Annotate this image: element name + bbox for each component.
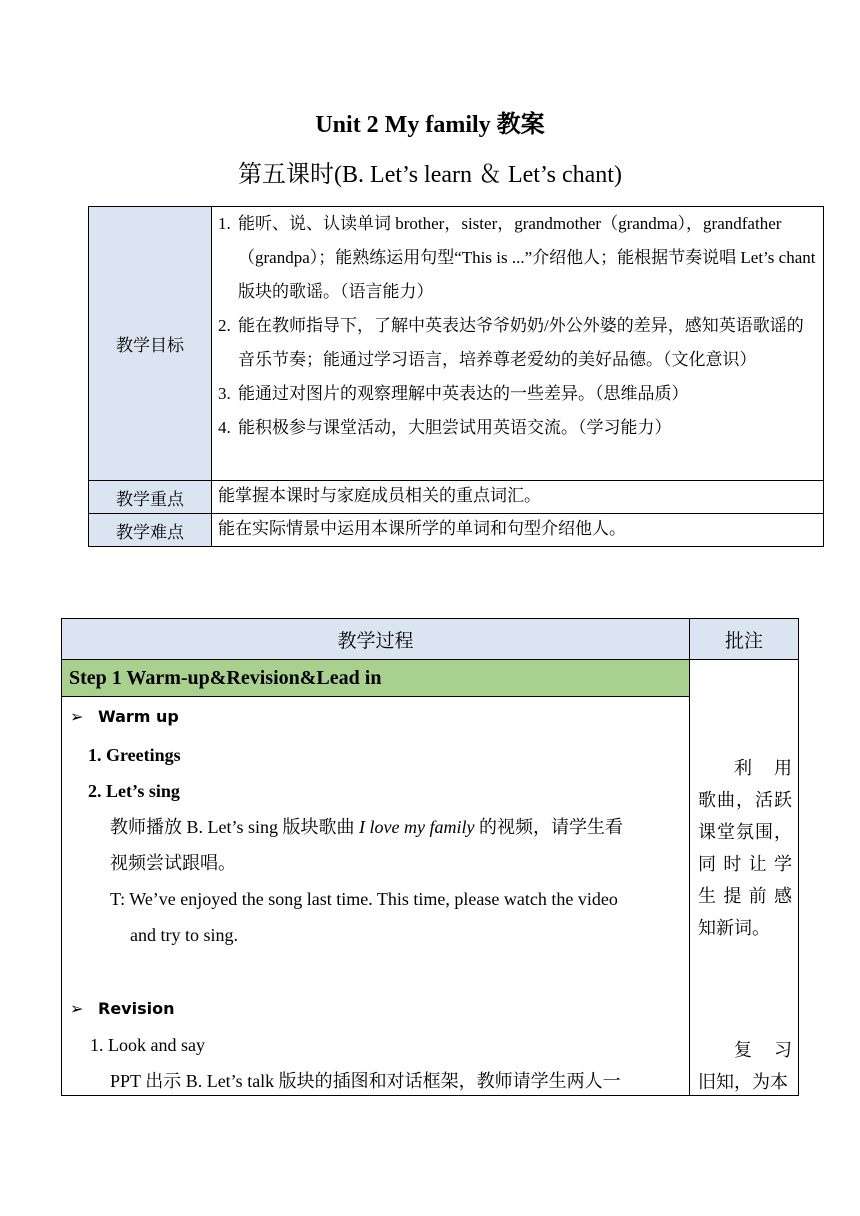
step1-body [62, 697, 690, 1096]
paragraph-line: 视频尝试跟唱。 [110, 853, 236, 873]
goals-table [88, 206, 824, 547]
note-text: 复 习 旧知，为本 [698, 1040, 792, 1092]
objective-item: 2. 能在教师指导下，了解中英表达爷爷奶奶/外公外婆的差异，感知英语歌谣的音乐节奏；能通过学习语言，培养尊老爱幼的美好品德。（文化意识） [218, 316, 804, 369]
objectives-label: 教学目标 [89, 207, 212, 481]
revision-heading: ➢ Revision [70, 999, 175, 1018]
difficulties-label: 教学难点 [89, 514, 212, 547]
key-points-text: 能掌握本课时与家庭成员相关的重点词汇。 [212, 481, 824, 514]
list-item: 2. Let’s sing [88, 781, 180, 801]
notes-header: 批注 [690, 619, 799, 660]
key-points-label: 教学重点 [89, 481, 212, 514]
teacher-speech: and try to sing. [130, 925, 238, 945]
process-header: 教学过程 [62, 619, 690, 660]
page-title: Unit 2 My family 教案 [315, 112, 545, 138]
paragraph-line: 教师播放 B. Let’s sing 版块歌曲 I love my family 的视频，请学生看 [110, 817, 623, 837]
objective-item: 4. 能积极参与课堂活动，大胆尝试用英语交流。（学习能力） [218, 418, 672, 437]
teacher-speech: T: We’ve enjoyed the song last time. This time, please watch the video [110, 889, 618, 909]
objectives-content [212, 207, 824, 481]
step1-heading: Step 1 Warm-up&Revision&Lead in [62, 660, 690, 697]
lesson-subtitle: 第五课时(B. Let’s learn ＆ Let’s chant) [238, 162, 622, 188]
warmup-heading: ➢ Warm up [70, 707, 179, 726]
difficulties-text: 能在实际情景中运用本课所学的单词和句型介绍他人。 [212, 514, 824, 547]
process-table [61, 618, 799, 1096]
song-title: I love my family [359, 817, 475, 837]
objective-item: 1. 能听、说、认读单词 brother，sister，grandmother（grandma），grandfather（grandpa）；能熟练运用句型“This is ...”介绍他人；能根据节奏说唱 Let’s chant 版块的歌谣。（语言能力） [218, 214, 816, 301]
list-item: 1. Greetings [88, 745, 181, 765]
paragraph-line: PPT 出示 B. Let’s talk 版块的插图和对话框架，教师请学生两人一 [110, 1071, 621, 1091]
list-item: 1. Look and say [90, 1035, 205, 1055]
objective-item: 3. 能通过对图片的观察理解中英表达的一些差异。（思维品质） [218, 384, 689, 403]
arrow-bullet-icon: ➢ [70, 707, 84, 726]
note-text: 利 用歌曲，活跃课堂氛围，同 时 让 学 生 提 前 感 知新词。 [698, 758, 792, 938]
notes-cell [690, 660, 799, 1096]
arrow-bullet-icon: ➢ [70, 999, 84, 1018]
